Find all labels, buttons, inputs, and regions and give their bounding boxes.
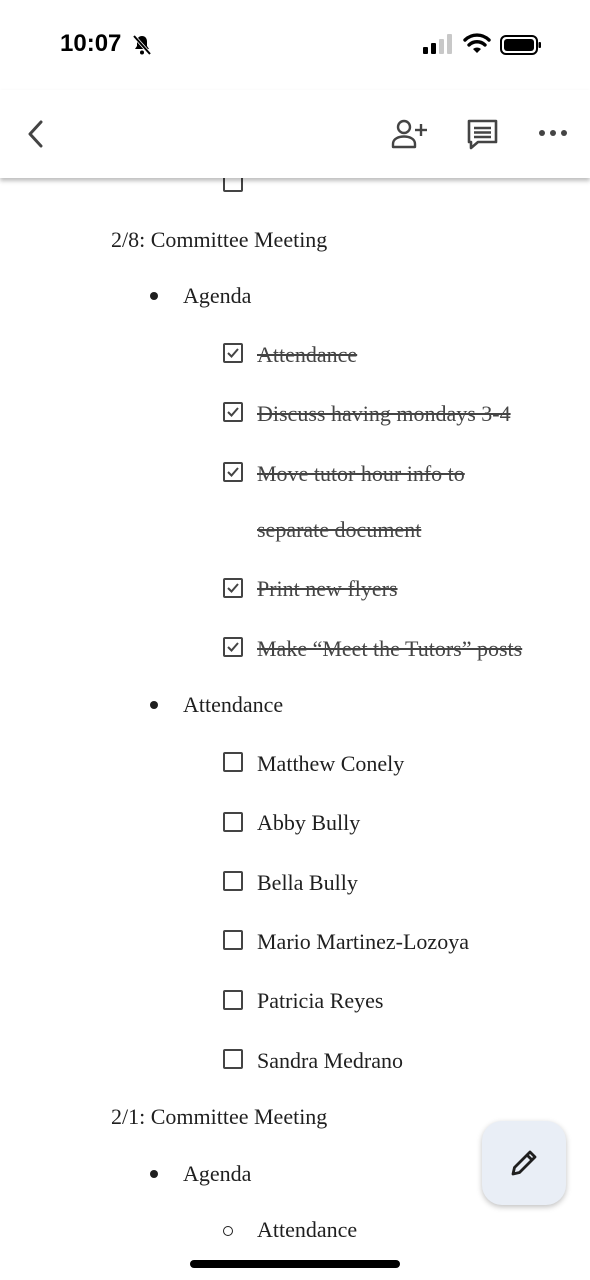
checkbox-checked[interactable] xyxy=(223,578,243,598)
hollow-bullet-icon xyxy=(223,1226,233,1236)
checkbox[interactable] xyxy=(223,990,243,1010)
attendee-item: Mario Martinez-Lozoya xyxy=(257,929,469,954)
checkbox-checked[interactable] xyxy=(223,343,243,363)
checkbox[interactable] xyxy=(223,871,243,891)
agenda-item-continued: separate document xyxy=(257,517,422,542)
check-icon xyxy=(226,465,240,479)
agenda-item: Make “Meet the Tutors” posts xyxy=(257,636,523,661)
check-icon xyxy=(226,581,240,595)
wifi-icon xyxy=(463,33,491,60)
checkbox[interactable] xyxy=(223,812,243,832)
pencil-icon xyxy=(506,1145,542,1181)
attendee-item: Sandra Medrano xyxy=(257,1048,404,1073)
status-bar xyxy=(0,0,590,90)
agenda-item: Move tutor hour info to xyxy=(257,461,465,486)
document-body[interactable] xyxy=(0,178,590,1280)
attendee-item: Matthew Conely xyxy=(257,751,405,776)
bullet-icon xyxy=(150,292,158,300)
status-time: 10:07 xyxy=(60,30,122,57)
agenda-label: Agenda xyxy=(183,283,252,308)
battery-icon xyxy=(500,34,542,61)
person-add-icon xyxy=(390,118,430,150)
top-app-bar xyxy=(0,90,590,178)
agenda-item: Discuss having mondays 3-4 xyxy=(257,401,511,426)
chevron-left-icon xyxy=(22,118,50,150)
agenda-item: Attendance xyxy=(257,342,358,367)
agenda-item: Print new flyers xyxy=(257,576,398,601)
check-icon xyxy=(226,346,240,360)
checkbox-checked[interactable] xyxy=(223,402,243,422)
share-button[interactable] xyxy=(390,118,430,155)
meeting-heading: 2/1: Committee Meeting xyxy=(111,1104,328,1129)
comment-icon xyxy=(466,118,500,152)
signal-icon xyxy=(423,34,455,59)
checkbox[interactable] xyxy=(223,752,243,772)
checkbox[interactable] xyxy=(223,178,243,192)
home-indicator[interactable] xyxy=(190,1260,400,1268)
agenda-label: Agenda xyxy=(183,1161,252,1186)
checkbox[interactable] xyxy=(223,1049,243,1069)
bell-off-icon xyxy=(130,33,154,62)
back-button[interactable] xyxy=(22,118,50,155)
bullet-icon xyxy=(150,1170,158,1178)
checkbox-checked[interactable] xyxy=(223,462,243,482)
checkbox-checked[interactable] xyxy=(223,637,243,657)
more-options-button[interactable] xyxy=(538,126,568,145)
meeting-heading: 2/8: Committee Meeting xyxy=(111,227,328,252)
agenda-item: Attendance xyxy=(257,1217,358,1242)
comments-button[interactable] xyxy=(466,118,500,157)
bullet-icon xyxy=(150,701,158,709)
attendee-item: Bella Bully xyxy=(257,870,358,895)
attendee-item: Abby Bully xyxy=(257,810,361,835)
attendance-label: Attendance xyxy=(183,692,284,717)
attendee-item: Patricia Reyes xyxy=(257,988,384,1013)
check-icon xyxy=(226,405,240,419)
more-horiz-icon xyxy=(538,126,568,140)
edit-button[interactable] xyxy=(482,1121,566,1205)
checkbox[interactable] xyxy=(223,930,243,950)
check-icon xyxy=(226,640,240,654)
